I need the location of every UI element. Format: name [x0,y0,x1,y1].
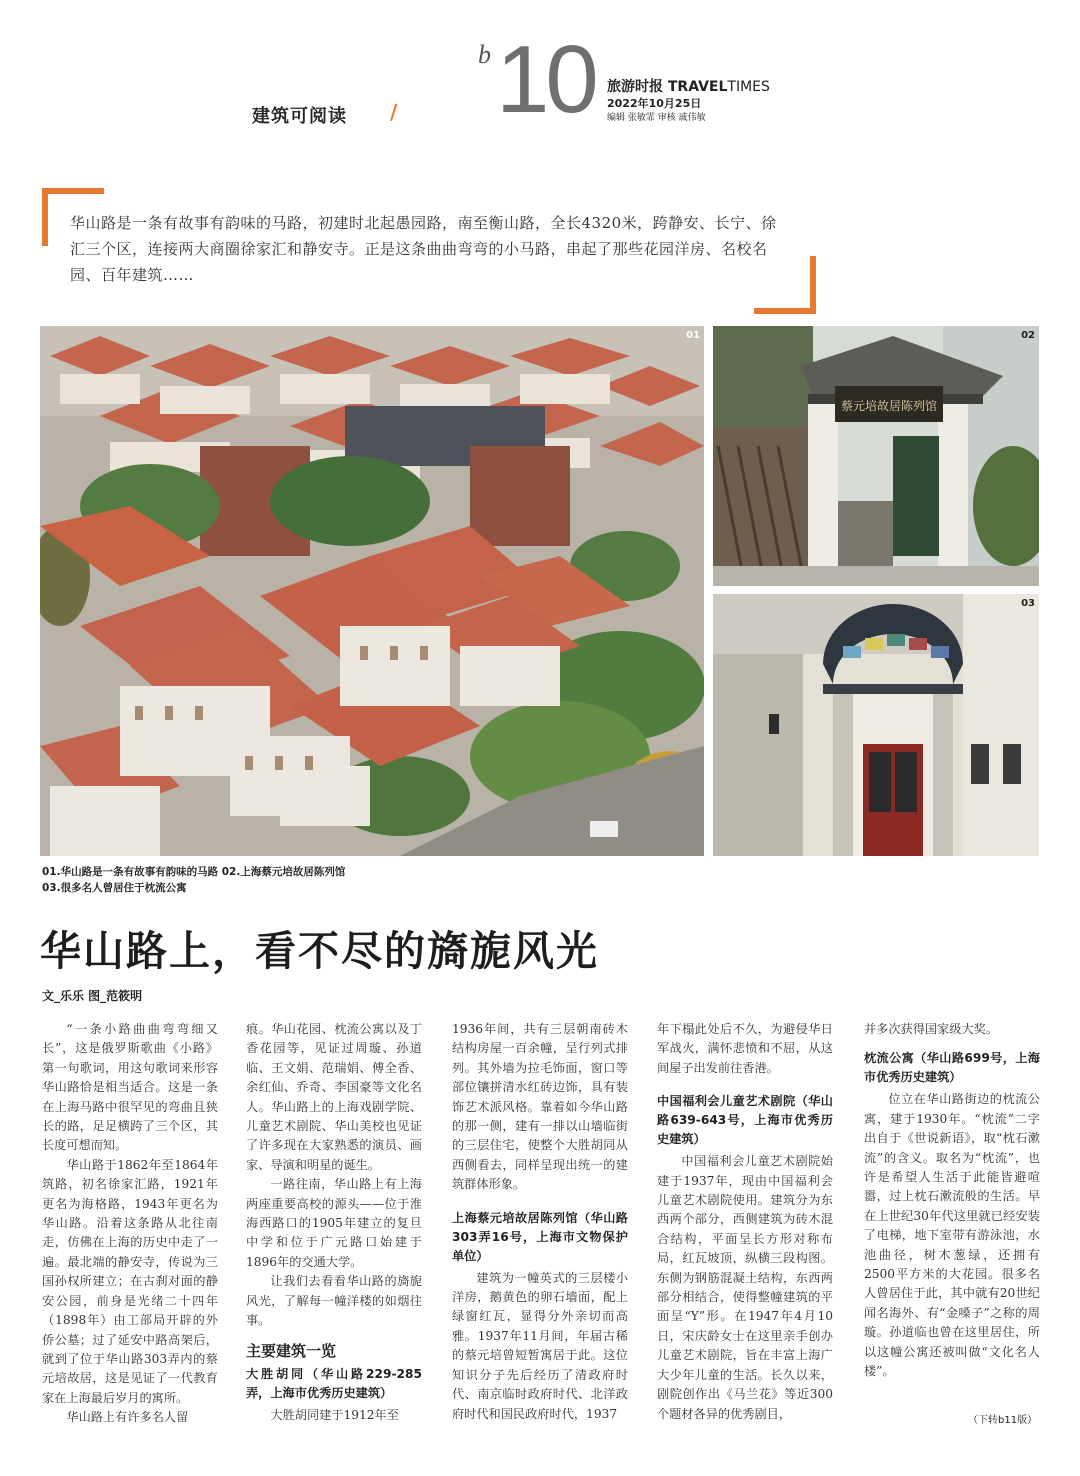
heading-cai-yuanpei-residence: 上海蔡元培故居陈列馆（华山路303弄16号，上海市文物保护单位） [452,1210,628,1263]
photo-aerial-huashan-road [40,326,704,856]
page-letter: b [478,40,491,69]
col5-paragraph-2: 位立在华山路街边的枕流公寓，建于1930年。“枕流”二字出自于《世说新语》，取“枕石漱流”的含义。取名为“枕流”，也许是希望人生活于此能皆避喧嚣，过上枕石漱流般的生活。早在上世纪30年代这里就已经安装了电梯，地下室带有游泳池，水池曲径，树木葱绿，还拥有2500平方米的大花园。很多名人曾居住于此，其中就有20世纪闻名海外、有“金嗓子”之称的周璇。孙道临也曾在这里居住，所以这幢公寓还被叫做“文化名人楼”。 [864,1092,1040,1379]
subheading-main-buildings: 主要建筑一览 [246,1341,337,1360]
photo-zhenliu-apartment [713,594,1039,856]
gate-sign-text: 蔡元培故居陈列馆 [840,399,938,413]
heading-dasheng-hutong: 大胜胡同（华山路229-285弄，上海市优秀历史建筑） [246,1366,422,1400]
masthead [607,76,770,96]
heading-childrens-art-theatre: 中国福利会儿童艺术剧院（华山路639-643号，上海市优秀历史建筑） [657,1094,833,1147]
col1-paragraph-2: 华山路于1862年至1864年筑路，初名徐家汇路，1921年更名为海格路，1943年更名为华山路。沿着这条路从北往南走，仿佛在上海的历史中走了一遍。最北端的静安寺，传说为三国孙权所建立；在古刹对面的静安公园，前身是光绪二十四年（1898年）由工部局开辟的外侨公墓；过了延安中路高架后，就到了位于华山路303弄内的蔡元培故居，这是见证了一代教育家在上海最后岁月的寓所。 [42,1157,218,1405]
col1-paragraph-1: “一条小路曲曲弯弯细又长”，这是俄罗斯歌曲《小路》第一句歌词，用这句歌词来形容华山路恰是相当适合。这是一条在上海马路中很罕见的弯曲且狭长的路，足足横跨了三个区，其长度可想而知。 [42,1022,218,1153]
col3-paragraph-2: 建筑为一幢英式的三层楼小洋房，鹅黄色的卵石墙面，配上绿窗红瓦，显得分外亲切而高雅。1937年11月间，年届古稀的蔡元培曾短暂寓居于此。这位知识分子先后经历了清政府时代、南京临时政府时代、北洋政府时代和国民政府时代，1937 [452,1270,628,1421]
article-byline: 文_乐乐 图_范筱明 [42,989,143,1003]
photo-number-01: 01 [686,330,700,341]
photo-number-02: 02 [1021,330,1035,341]
editors-line: 编辑 张敏霏 审核 戚伟敏 [607,113,706,123]
intro-paragraph: 华山路是一条有故事有韵味的马路，初建时北起愚园路，南至衡山路，全长4320米，跨静安、长宁、徐汇三个区，连接两大商圈徐家汇和静安寺。正是这条曲曲弯弯的小马路，串起了那些花园洋房、名校名园、百年建筑…… [70,214,777,284]
col3-paragraph-1: 1936年间，共有三层朝南砖木结构房屋一百余幢，呈行列式排列。其外墙为拉毛饰面，窗口等部位镶拼清水红砖边饰，具有装饰艺术派风格。靠着如今华山路的那一侧，建有一排以山墙临街的三层住宅，使整个大胜胡同从西侧看去，同样呈现出统一的建筑群体形象。 [452,1022,628,1192]
continued-note: （下转b11版） [968,1415,1038,1426]
col5-paragraph-1: 并多次获得国家级大奖。 [864,1022,999,1036]
col4-paragraph-2: 中国福利会儿童艺术剧院始建于1937年，现由中国福利会儿童艺术剧院使用。建筑分为东西两个部分，西侧建筑为砖木混合结构，平面呈长方形对称布局，红瓦坡顶，纵横三段构图。东侧为钢筋混凝土结构，东西两部分相结合，使得整幢建筑的平面呈“Y”形。在1947年4月10日，宋庆龄女士在这里亲手创办儿童艺术剧院，旨在丰富上海广大少年儿童的生活。长久以来，剧院创作出《马兰花》等近300个题材各异的优秀剧目， [657,1154,833,1421]
column-5 [864,1020,1040,1382]
section-slash: / [390,100,398,124]
masthead-en-bold: TRAVEL [667,79,728,95]
masthead-en: TIMES [727,79,770,95]
col2-paragraph-3: 让我们去看看华山路的旖旎风光，了解每一幢洋楼的如烟往事。 [246,1274,422,1328]
article-headline: 华山路上，看不尽的旖旎风光 [40,927,599,975]
photo-cai-yuanpei-residence [713,326,1039,586]
section-tag: 建筑可阅读 [252,106,347,127]
masthead-cn: 旅游时报 [607,79,663,95]
col2-paragraph-4: 大胜胡同建于1912年至 [270,1407,399,1422]
caption-line-2: 03.很多名人曾居住于枕流公寓 [42,882,187,894]
column-3 [452,1020,628,1424]
col2-paragraph-1: 痕。华山花园、枕流公寓以及丁香花园等，见证过周璇、孙道临、王文娟、范瑞娟、傅全香、余红仙、乔奇、李国豪等文化名人。华山路上的上海戏剧学院、儿童艺术剧院、华山美校也见证了许多现在大家熟悉的演员、画家、导演和明星的诞生。 [246,1022,422,1172]
column-1 [42,1020,218,1428]
column-2 [246,1020,422,1425]
publication-date: 2022年10月25日 [607,97,702,110]
col2-paragraph-2: 一路往南，华山路上有上海两座重要高校的源头——位于淮海西路口的1905年建立的复旦中学和位于广元路口始建于1896年的交通大学。 [246,1177,422,1269]
column-4 [657,1020,833,1424]
caption-line-1: 01.华山路是一条有故事有韵味的马路 02.上海蔡元培故居陈列馆 [42,866,346,878]
heading-zhenliu-apartment: 枕流公寓（华山路699号，上海市优秀历史建筑） [864,1051,1040,1085]
col1-paragraph-3: 华山路上有许多名人留 [66,1410,189,1425]
col4-paragraph-1: 年下榻此处后不久，为避侵华日军战火，满怀悲愤和不屈，从这间屋子出发前往香港。 [657,1022,833,1075]
page-number: 10 [496,26,595,133]
photo-number-03: 03 [1021,598,1035,609]
